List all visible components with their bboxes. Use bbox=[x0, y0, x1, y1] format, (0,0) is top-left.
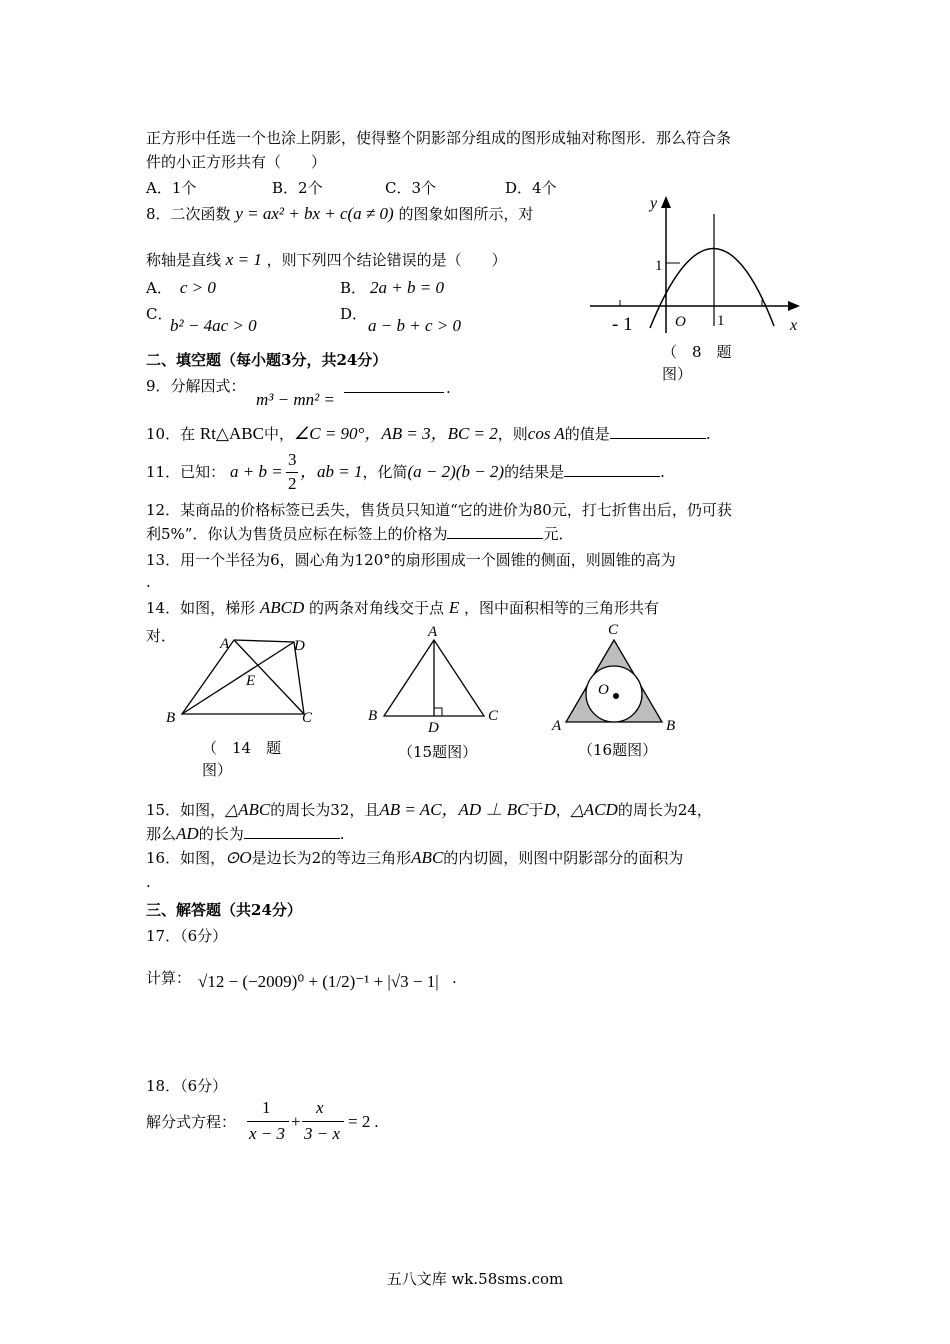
label-e: E bbox=[246, 673, 256, 689]
q18-denominator-1: x − 3 bbox=[249, 1124, 286, 1143]
q14-line2: 对． bbox=[146, 627, 177, 645]
fig14-caption-2: 图） bbox=[202, 761, 233, 779]
q15-line1: 15．如图，△ABC的周长为32，且AB = AC，AD ⊥ BC于D，△ACD的周长为24， bbox=[146, 800, 712, 819]
q7-line2: 件的小正方形共有（ ） bbox=[146, 153, 327, 171]
origin-label: O bbox=[675, 314, 686, 330]
q12-answer-blank bbox=[447, 524, 543, 539]
q13-line2: . bbox=[146, 573, 151, 591]
label-a: A bbox=[220, 636, 230, 652]
q10-line: 10．在 Rt△ABC中，∠C = 90°，AB = 3，BC = 2，则cos A的值是 . bbox=[146, 424, 711, 443]
x-one-label: 1 bbox=[717, 313, 725, 329]
q11-denominator: 2 bbox=[288, 474, 297, 493]
q18-rhs: = 2 bbox=[348, 1112, 371, 1131]
q7-line1: 正方形中任选一个也涂上阴影，使得整个阴影部分组成的图形成轴对称图形．那么符合条 bbox=[146, 129, 732, 147]
q17-label: 计算： bbox=[146, 969, 192, 987]
q11-sum: a + b = bbox=[230, 462, 283, 481]
figure-16-incircle bbox=[548, 618, 698, 738]
label-o: O bbox=[598, 682, 609, 698]
q9-expression: m³ − mn² = bbox=[256, 390, 335, 409]
q8-caption-2: 图） bbox=[662, 365, 693, 383]
q14-line1: 14．如图，梯形 ABCD 的两条对角线交于点 E ，图中面积相等的三角形共有 bbox=[146, 598, 660, 617]
fig14-caption-1: （ 14 题 bbox=[202, 739, 282, 757]
q10-answer-blank bbox=[610, 424, 706, 439]
label-c: C bbox=[302, 710, 313, 726]
q8-option-c-label: C． bbox=[146, 305, 173, 323]
label-d: D bbox=[428, 720, 439, 736]
q8-parabola-graph bbox=[580, 188, 810, 338]
q18-plus: + bbox=[291, 1112, 301, 1131]
q11-label: 11．已知： bbox=[146, 463, 226, 481]
q17-expression: √12 − (−2009)⁰ + (1/2)⁻¹ + |√3 − 1| bbox=[198, 972, 439, 991]
q11-fraction-bar bbox=[286, 472, 298, 473]
q8-axis: x = 1 bbox=[225, 250, 262, 269]
label-c: C bbox=[608, 622, 619, 638]
q8-option-c: b² − 4ac > 0 bbox=[170, 316, 257, 335]
label-b: B bbox=[666, 718, 676, 734]
x-axis-label: x bbox=[790, 317, 798, 334]
q16-line2: . bbox=[146, 873, 151, 891]
label-b: B bbox=[368, 708, 378, 724]
q18-fraction-bar-2 bbox=[302, 1121, 344, 1122]
fig16-caption: （16题图） bbox=[578, 741, 658, 759]
q10-conditions: ∠C = 90°，AB = 3，BC = 2 bbox=[293, 424, 498, 443]
q11-numerator: 3 bbox=[288, 450, 297, 469]
q8-option-d: a − b + c > 0 bbox=[368, 316, 461, 335]
neg1-label: - 1 bbox=[612, 314, 633, 335]
q15-line2: 那么AD的长为 . bbox=[146, 824, 345, 843]
q9-answer-blank bbox=[344, 378, 444, 393]
q7-option-a: A．1个 bbox=[146, 179, 197, 197]
q18-fraction-bar-1 bbox=[247, 1121, 289, 1122]
label-a: A bbox=[552, 718, 562, 734]
q15-answer-blank bbox=[244, 824, 340, 839]
center-dot bbox=[613, 693, 619, 699]
q9-end: . bbox=[446, 379, 451, 397]
label-c: C bbox=[488, 708, 499, 724]
y-axis-label: y bbox=[650, 195, 658, 212]
footer-watermark: 五八文库 wk.58sms.com bbox=[386, 1270, 564, 1288]
q18-label: 解分式方程： bbox=[146, 1113, 237, 1131]
q16-line1: 16．如图，⊙O是边长为2的等边三角形ABC的内切圆，则图中阴影部分的面积为 bbox=[146, 848, 684, 867]
q8-line1: 8．二次函数 y = ax² + bx + c(a ≠ 0) 的图象如图所示，对 bbox=[146, 204, 534, 223]
q11-rest: ，ab = 1，化简(a − 2)(b − 2)的结果是 . bbox=[300, 462, 665, 481]
q18-end: . bbox=[374, 1113, 379, 1131]
q8-caption-1: （ 8 题 bbox=[662, 343, 732, 361]
section-2-heading: 二、填空题（每小题3分，共24分） bbox=[146, 351, 388, 369]
right-angle-mark bbox=[434, 708, 442, 716]
q12-line2: 利5%”．你认为售货员应标在标签上的价格为 元． bbox=[146, 525, 574, 543]
q18-denominator-2: 3 − x bbox=[304, 1124, 341, 1143]
y-one-label: 1 bbox=[655, 258, 663, 274]
label-a: A bbox=[428, 624, 438, 640]
y-axis-arrow bbox=[661, 196, 671, 208]
q13-line1: 13．用一个半径为6，圆心角为120°的扇形围成一个圆锥的侧面，则圆锥的高为 bbox=[146, 551, 676, 569]
q11-answer-blank bbox=[564, 462, 660, 477]
q10-triangle: Rt△ABC bbox=[199, 424, 264, 443]
q9-label: 9．分解因式： bbox=[146, 377, 246, 395]
section-3-heading: 三、解答题（共24分） bbox=[146, 901, 302, 919]
q7-option-b: B．2个 bbox=[272, 179, 323, 197]
label-d: D bbox=[294, 638, 305, 654]
label-b: B bbox=[166, 710, 176, 726]
fig15-caption: （15题图） bbox=[398, 743, 478, 761]
q8-option-a: A． c > 0 bbox=[146, 278, 216, 297]
figure-14-trapezoid bbox=[160, 630, 330, 730]
x-axis-arrow bbox=[788, 301, 800, 311]
q8-line2: 称轴是直线 x = 1 ，则下列四个结论错误的是（ ） bbox=[146, 250, 507, 269]
parabola-curve bbox=[650, 248, 774, 328]
q17-end: . bbox=[452, 969, 457, 987]
q10-cos: cos A bbox=[527, 424, 565, 443]
diagonal-bd bbox=[182, 642, 294, 714]
q12-line1: 12．某商品的价格标签已丢失，售货员只知道“它的进价为80元，打七折售出后，仍可获 bbox=[146, 501, 732, 519]
q7-option-d: D．4个 bbox=[505, 179, 557, 197]
q17-header: 17．（6分） bbox=[146, 927, 228, 945]
q8-option-d-label: D． bbox=[340, 305, 368, 323]
q7-option-c: C．3个 bbox=[385, 179, 437, 197]
q18-numerator-2: x bbox=[316, 1098, 324, 1117]
q11-expression: (a − 2)(b − 2) bbox=[407, 462, 505, 481]
q8-function: y = ax² + bx + c(a ≠ 0) bbox=[235, 204, 394, 223]
q18-numerator-1: 1 bbox=[262, 1098, 271, 1117]
q18-header: 18．（6分） bbox=[146, 1077, 228, 1095]
figure-15-triangle bbox=[366, 620, 516, 740]
q8-option-b: B． 2a + b = 0 bbox=[340, 278, 444, 297]
q15-conditions: AB = AC，AD ⊥ BC bbox=[379, 800, 529, 819]
